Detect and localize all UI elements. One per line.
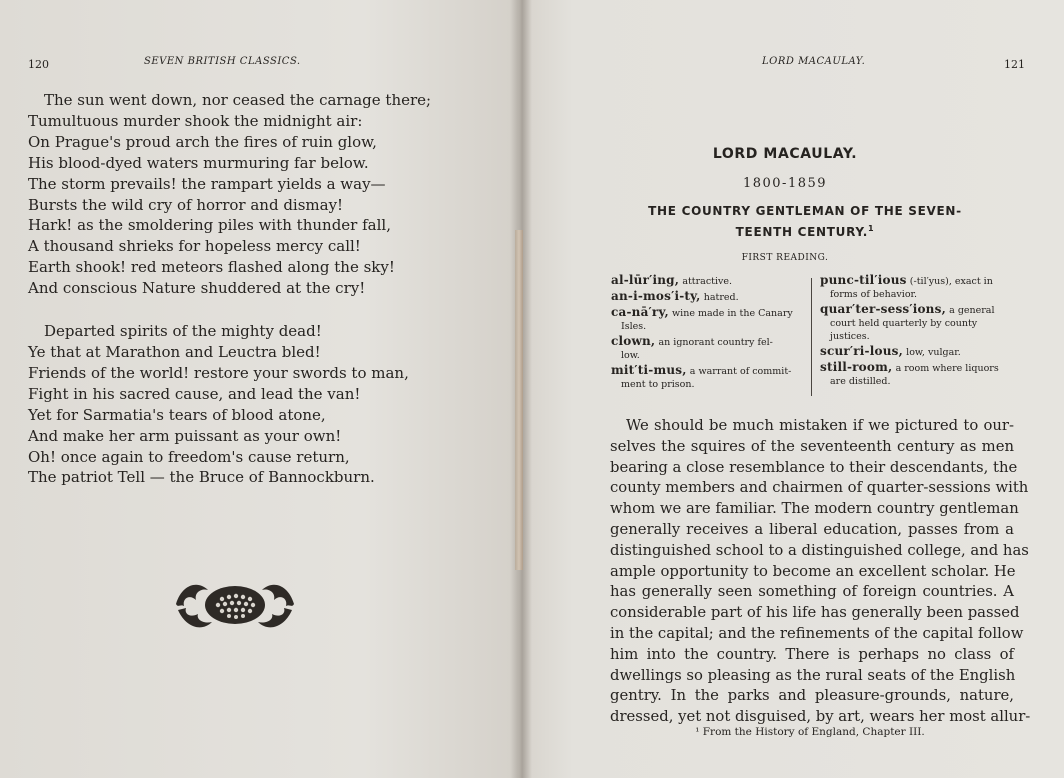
prose-line: distinguished school to a distinguished college, and has <box>610 541 1029 559</box>
prose-line: him into the country. There is perhaps no class of <box>610 645 1014 663</box>
glossary-entry: al-lūr′ing, attractive. <box>611 273 733 287</box>
poem-line: Yet for Sarmatia's tears of blood atone, <box>28 405 326 424</box>
prose-line: selves the squires of the seventeenth century as men <box>610 437 1014 455</box>
glossary-entry: clown, an ignorant country fel- low. <box>611 334 773 361</box>
poem-line: A thousand shrieks for hopeless mercy call! <box>28 237 361 256</box>
poem-line: The storm prevails! the rampart yields a way— <box>28 174 386 193</box>
poem-text <box>28 90 498 488</box>
glossary-right <box>820 274 1016 390</box>
stanza-1 <box>28 90 498 299</box>
prose-line: bearing a close resemblance to their descendants, the <box>610 458 1018 476</box>
poem-line: Oh! once again to freedom's cause return, <box>28 447 350 466</box>
prose-text <box>610 416 1031 728</box>
glossary-divider <box>811 278 812 396</box>
footnote: ¹ From the History of England, Chapter III. <box>695 726 925 738</box>
prose-line: gentry. In the parks and pleasure-grounds, nature, <box>610 687 1014 705</box>
reading-label: FIRST READING. <box>741 253 829 263</box>
glossary-entry: scur′ri-lous, low, vulgar. <box>820 344 961 358</box>
poem-line: Earth shook! red meteors flashed along the sky! <box>28 258 395 277</box>
glossary-entry: mit′ti-mus, a warrant of commit- ment to prison. <box>611 363 792 390</box>
glossary-entry: punc-til′ious (-til′yus), exact in forms of behavior. <box>820 273 993 300</box>
poem-line: Hark! as the smoldering piles with thunder fall, <box>28 216 391 235</box>
glossary-entry: an-i-mos′i-ty, hatred. <box>611 289 739 303</box>
poem-line: Bursts the wild cry of horror and dismay! <box>28 195 344 214</box>
poem-line: And conscious Nature shuddered at the cry! <box>28 279 366 298</box>
left-folio: 120 <box>28 58 49 71</box>
author-title: LORD MACAULAY. <box>712 146 858 162</box>
tailpiece-ornament-icon <box>172 574 298 636</box>
prose-line: generally receives a liberal education, passes from a <box>610 520 1014 538</box>
stanza-2 <box>28 321 498 488</box>
glossary-entry: ca-nā′ry, wine made in the Canary Isles. <box>611 305 793 332</box>
glossary-entry: still-room, a room where liquors are distilled. <box>820 360 999 387</box>
left-page <box>0 0 520 778</box>
prose-line: We should be much mistaken if we pictured to our- <box>626 417 1014 434</box>
prose-line: whom we are familiar. The modern country gentleman <box>610 500 1019 518</box>
prose-line: considerable part of his life has generally been passed <box>610 604 1020 622</box>
prose-line: dressed, yet not disguised, by art, wears her most allur- <box>610 708 1031 726</box>
prose-line: dwellings so pleasing as the rural seats of the English <box>610 666 1016 684</box>
author-dates: 1800-1859 <box>742 176 828 191</box>
poem-line: Tumultuous murder shook the midnight air: <box>28 111 363 130</box>
prose-line: in the capital; and the refinements of the capital follow <box>610 624 1024 642</box>
prose-line: county members and chairmen of quarter-sessions with <box>610 479 1029 497</box>
poem-line: On Prague's proud arch the fires of ruin glow, <box>28 132 377 151</box>
poem-line: The sun went down, nor ceased the carnage there; <box>44 91 432 109</box>
selection-title: THE COUNTRY GENTLEMAN OF THE SEVEN- TEENTH CENTURY.$^1$ <box>648 204 962 239</box>
prose-line: ample opportunity to become an excellent scholar. He <box>610 562 1016 580</box>
left-running-head: SEVEN BRITISH CLASSICS. <box>144 56 301 67</box>
poem-line: Ye that at Marathon and Leuctra bled! <box>28 342 321 361</box>
right-folio: 121 <box>1004 58 1025 71</box>
glossary-left <box>611 274 807 393</box>
binding-tape <box>515 230 523 570</box>
poem-line: And make her arm puissant as your own! <box>28 426 342 445</box>
footnote-marker: 1 <box>868 224 875 233</box>
right-running-head: LORD MACAULAY. <box>762 56 866 67</box>
glossary-entry: quar′ter-sess′ions, a general court held quarterly by county justices. <box>820 302 995 342</box>
poem-line: Friends of the world! restore your swords to man, <box>28 363 409 382</box>
prose-line: has generally seen something of foreign countries. A <box>610 583 1014 601</box>
poem-line: Fight in his sacred cause, and lead the van! <box>28 384 361 403</box>
poem-line: Departed spirits of the mighty dead! <box>44 322 322 341</box>
poem-line: The patriot Tell — the Bruce of Bannockburn. <box>28 468 375 487</box>
poem-line: His blood-dyed waters murmuring far below. <box>28 153 369 172</box>
